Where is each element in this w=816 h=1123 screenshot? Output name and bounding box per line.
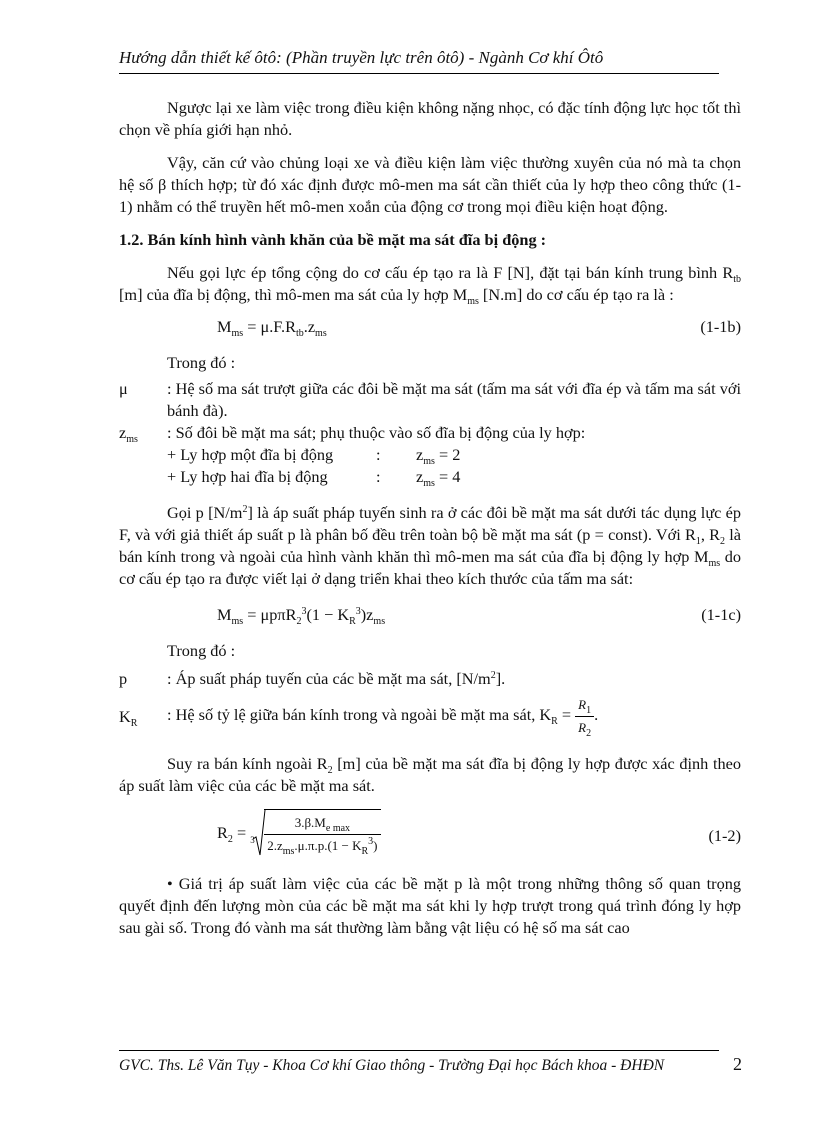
definition-text: : Hệ số ma sát trượt giữa các đôi bề mặt ma sát (tấm ma sát với đĩa ép và tấm ma sát với bánh đà).	[167, 379, 741, 420]
definition-text: : Hệ số tỷ lệ giữa bán kính trong và ngoài bề mặt ma sát, $K_R$ = $\frac{R_1}{R_2}$ .	[167, 694, 741, 739]
cube-root: 3 $\frac{3.\beta.M_{e max}}{2.z_{ms}.\mu.\pi.p.(1 - K_R^3)}$	[250, 809, 380, 857]
formula-number: (1-2)	[708, 826, 741, 845]
where-label: Trong đó :	[167, 353, 236, 372]
formula-1-1c	[119, 600, 741, 632]
where-label-2: Trong đó :	[167, 641, 236, 660]
paragraph-6: • Giá trị áp suất làm việc của các bề mặt p là một trong những thông số quan trọng quyết định đến lượng mòn của các bề mặt ma sát khi ly hợp trượt trong quá trình đóng ly hợp sau gài số. Trong đó vành ma sát thường làm bằng vật liệu có hệ số ma sát cao	[119, 874, 741, 937]
definition-mu	[119, 378, 741, 422]
running-header: Hướng dẫn thiết kế ôtô: (Phần truyền lực trên ôtô) - Ngành Cơ khí Ôtô	[119, 48, 604, 67]
paragraph-2: Vậy, căn cứ vào chủng loại xe và điều kiện làm việc thường xuyên của nó mà ta chọn hệ số β thích hợp; từ đó xác định được mô-men ma sát cần thiết của ly hợp theo công thức (1-1) nhằm có thể truyền hết mô-men xoắn của động cơ trong mọi điều kiện hoạt động.	[119, 153, 741, 216]
clutch-list	[167, 444, 741, 488]
formula-expression: $M_{ms} = \mu.F.R_{tb}.z_{ms}$	[217, 317, 327, 339]
list-item: + Ly hợp hai đĩa bị động : $z_{ms} = 4$	[167, 467, 461, 489]
header-rule	[119, 73, 719, 74]
formula-number: (1-1b)	[700, 317, 741, 336]
definition-p	[119, 668, 741, 690]
footer-rule	[119, 1050, 719, 1051]
paragraph-5: Suy ra bán kính ngoài $R_2$ [m] của bề mặt ma sát đĩa bị động ly hợp được xác định theo áp suất làm việc của các bề mặt ma sát.	[119, 754, 741, 795]
definition-symbol: $K_R$	[119, 706, 138, 729]
definition-symbol: p	[119, 669, 128, 688]
definition-symbol: μ	[119, 379, 128, 398]
paragraph-1: Ngược lại xe làm việc trong điều kiện không nặng nhọc, có đặc tính động lực học tốt thì chọn về phía giới hạn nhỏ.	[119, 98, 741, 139]
definition-text: : Số đôi bề mặt ma sát; phụ thuộc vào số đĩa bị động của ly hợp:	[167, 423, 586, 442]
paragraph-3: Nếu gọi lực ép tổng cộng do cơ cấu ép tạo ra là F [N], đặt tại bán kính trung bình $R_{tb}$ [m] của đĩa bị động, thì mô-men ma sát của ly hợp $M_{ms}$ [N.m] do cơ cấu ép tạo ra là :	[119, 263, 741, 307]
list-item: + Ly hợp một đĩa bị động : $z_{ms} = 2$	[167, 445, 461, 467]
running-footer: GVC. Ths. Lê Văn Tụy - Khoa Cơ khí Giao thông - Trường Đại học Bách khoa - ĐHĐN	[119, 1057, 665, 1074]
formula-number: (1-1c)	[701, 605, 741, 624]
definition-text: : Áp suất pháp tuyến của các bề mặt ma sát, $[N/m^2]$.	[167, 669, 506, 688]
formula-expression: $M_{ms} = \mu p\pi R_2^3(1 - K_R^3)z_{ms}$	[217, 605, 386, 627]
root-fraction: $\frac{3.\beta.M_{e max}}{2.z_{ms}.\mu.\pi.p.(1 - K_R^3)}$	[264, 809, 380, 857]
ratio-fraction: $\frac{R_1}{R_2}$	[575, 694, 594, 739]
formula-1-2	[119, 809, 741, 865]
section-heading: 1.2. Bán kính hình vành khăn của bề mặt ma sát đĩa bị động :	[119, 230, 547, 249]
definition-kr	[119, 694, 741, 739]
formula-expression: $R_2$ = 3 $\frac{3.\beta.M_{e max}}{2.z_{ms}.\mu.\pi.p.(1 - K_R^3)}$	[217, 809, 381, 857]
definition-zms	[119, 422, 741, 444]
paragraph-4: Gọi p $[N/m^2]$ là áp suất pháp tuyến sinh ra ở các đôi bề mặt ma sát dưới tác dụng lực ép F, và với giả thiết áp suất p là phân bố đều trên toàn bộ bề mặt ma sát (p = const). Với $R_1$, $R_2$ là bán kính trong và ngoài của hình vành khăn thì mô-men ma sát của đĩa bị động ly hợp $M_{ms}$ do cơ cấu ép tạo ra được viết lại ở dạng triển khai theo kích thước của tấm ma sát:	[119, 503, 741, 588]
document-body	[119, 97, 741, 939]
definition-symbol: $z_{ms}$	[119, 423, 138, 445]
radical-sign	[252, 809, 266, 857]
page-number: 2	[733, 1054, 742, 1074]
formula-1-1b	[119, 312, 741, 344]
